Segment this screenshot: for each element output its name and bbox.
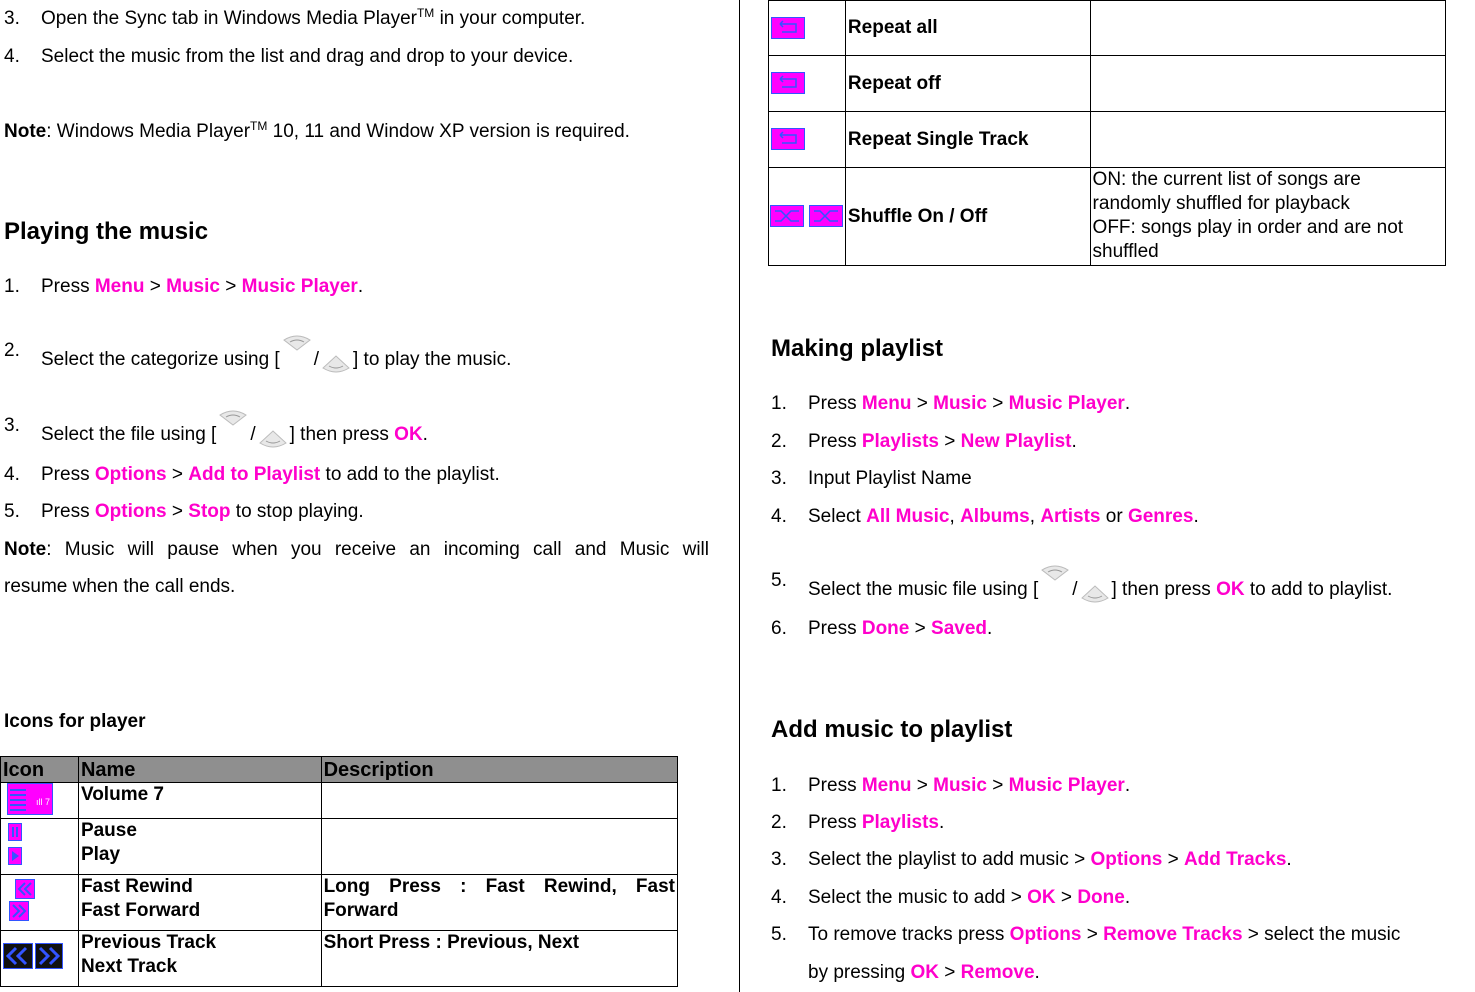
repeat-all-icon [771,17,805,39]
player-icons-table [0,756,678,987]
heading-making-playlist: Making playlist [771,335,944,362]
column-divider [739,0,740,992]
table-row: Pause Play [1,819,678,875]
step-3-sync: 3. Open the Sync tab in Windows Media Player™ in your computer. [4,6,586,29]
table-row: Repeat Single Track [769,112,1446,168]
add-step-2: 2. Press Playlists. [771,812,945,833]
table-row: Fast Rewind Fast Forward Long Press : Fast Rewind, Fast Forward [1,875,678,931]
fast-rewind-icon [15,879,35,899]
add-step-5-line2: by pressing OK > Remove. [808,962,1040,983]
add-step-5: 5. To remove tracks press Options > Remove Tracks > select the music [771,924,1401,945]
volume-icon: ıll 7 [7,783,53,815]
next-track-icon [35,943,63,969]
heading-add-music: Add music to playlist [771,716,1013,743]
make-step-3: 3. Input Playlist Name [771,468,972,489]
note-pause-line2: resume when the call ends. [4,576,236,597]
repeat-off-icon [771,72,805,94]
note-version: Note: Windows Media Player™ 10, 11 and Window XP version is required. [4,119,630,142]
add-step-3: 3. Select the playlist to add music > Options > Add Tracks. [771,849,1292,870]
play-step-5: 5. Press Options > Stop to stop playing. [4,501,364,522]
add-step-1: 1. Press Menu > Music > Music Player. [771,775,1131,796]
header-name: Name [78,757,321,783]
fast-forward-icon [9,901,29,921]
header-icon: Icon [1,757,79,783]
header-description: Description [321,757,677,783]
nav-up-icon [216,409,250,449]
play-step-2: 2. Select the categorize using [ / ] to play the music. [4,340,511,380]
make-step-6: 6. Press Done > Saved. [771,618,993,639]
note-pause-line1: Note: Music will pause when you receive an incoming call and Music will [4,539,709,560]
play-step-1: 1. Press Menu > Music > Music Player. [4,276,364,297]
shuffle-on-icon [770,205,804,227]
play-step-4: 4. Press Options > Add to Playlist to add to the playlist. [4,464,500,485]
nav-down-icon [319,334,353,374]
table-header-row [1,757,678,783]
pause-icon [8,823,22,841]
table-row: Repeat off [769,56,1446,112]
repeat-shuffle-table [768,0,1446,266]
heading-playing-music: Playing the music [4,218,209,245]
table-row: Repeat all [769,1,1446,56]
make-step-1: 1. Press Menu > Music > Music Player. [771,393,1131,414]
add-step-4: 4. Select the music to add > OK > Done. [771,887,1131,908]
play-icon [8,847,22,865]
nav-down-icon [256,409,290,449]
nav-up-icon [280,334,314,374]
nav-down-icon [1078,564,1112,604]
previous-track-icon [3,943,33,969]
table-row: Shuffle On / Off ON: the current list of songs are randomly shuffled for playback OFF: songs play in order and are not shuffled [769,168,1446,266]
play-step-3: 3. Select the file using [ / ] then press OK. [4,415,428,455]
shuffle-off-icon [809,205,843,227]
make-step-4: 4. Select All Music, Albums, Artists or Genres. [771,506,1199,527]
repeat-single-icon [771,128,805,150]
heading-icons-for-player: Icons for player [4,711,146,732]
make-step-5: 5. Select the music file using [ / ] then press OK to add to playlist. [771,570,1392,610]
make-step-2: 2. Press Playlists > New Playlist. [771,431,1077,452]
nav-up-icon [1038,564,1072,604]
table-row: Previous Track Next Track Short Press : Previous, Next [1,931,678,987]
step-4-drag: 4. Select the music from the list and drag and drop to your device. [4,46,574,67]
table-row: ıll 7 Volume 7 [1,783,678,819]
